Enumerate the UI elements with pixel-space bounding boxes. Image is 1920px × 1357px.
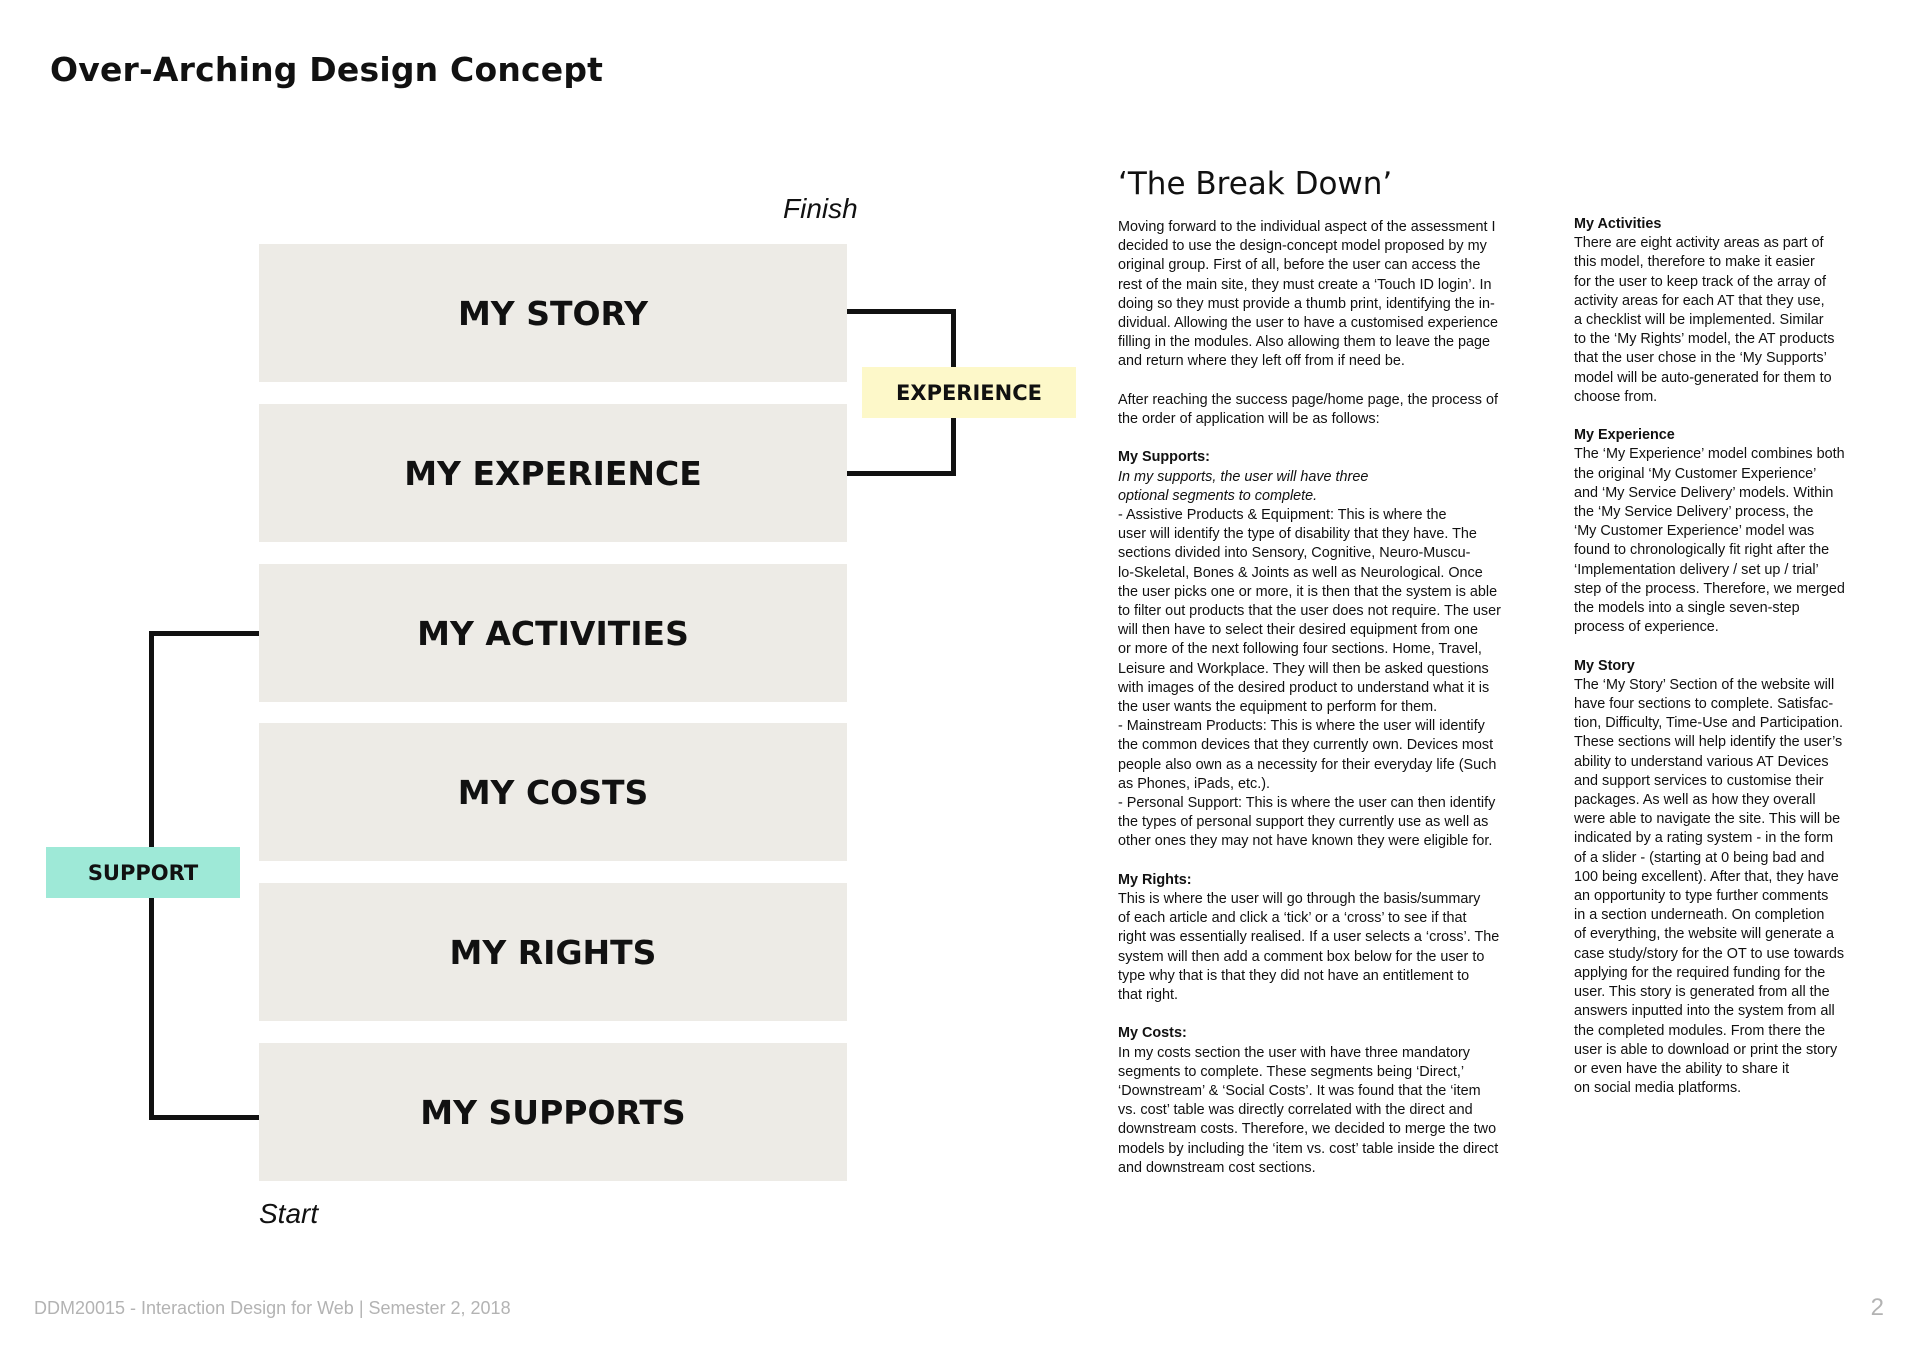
story-heading: My Story [1574, 657, 1635, 674]
costs-heading: My Costs: [1118, 1025, 1187, 1042]
block-my-supports: MY SUPPORTS [259, 1043, 847, 1181]
footer-course-info: DDM20015 - Interaction Design for Web | Semester 2, 2018 [34, 1298, 511, 1318]
text-line: type why that is that they did not have an entitlement to [1118, 967, 1470, 984]
text-line: process of experience. [1574, 619, 1719, 636]
text-line: model will be auto-generated for them to [1574, 369, 1832, 386]
support-bracket-bottom [149, 1115, 259, 1120]
finish-label: Finish [783, 193, 858, 224]
text-line: on social media platforms. [1574, 1080, 1742, 1097]
activities-body [1574, 234, 1874, 407]
block-my-story: MY STORY [259, 244, 847, 382]
intro-paragraph [1118, 218, 1518, 372]
text-line: doing so they must provide a thumb print, identifying the in- [1118, 295, 1495, 312]
text-line: This is where the user will go through the basis/summary [1118, 891, 1481, 908]
experience-bracket-bottom [847, 471, 955, 476]
page-title: Over-Arching Design Concept [50, 50, 604, 89]
text-line: ‘Downstream’ & ‘Social Costs’. It was found that the ‘item [1118, 1083, 1481, 1100]
text-line: ‘Implementation delivery / set up / trial’ [1574, 561, 1819, 578]
text-line: and return where they left off from if need be. [1118, 353, 1405, 370]
text-line: decided to use the design-concept model proposed by my [1118, 238, 1487, 255]
text-line: - Assistive Products & Equipment: This is where the [1118, 507, 1447, 524]
text-line: vs. cost’ table was directly correlated with the direct and [1118, 1102, 1473, 1119]
text-line: There are eight activity areas as part of [1574, 235, 1824, 252]
text-line: in a section underneath. On completion [1574, 907, 1825, 924]
text-line: for the user to keep track of the array of [1574, 273, 1826, 290]
supports-body [1118, 506, 1518, 852]
text-line: user will identify the type of disability that they have. The [1118, 526, 1477, 543]
text-line: tion, Difficulty, Time-Use and Participation. [1574, 715, 1844, 732]
text-line: people also own as a necessity for their everyday life (Such [1118, 756, 1497, 773]
text-line: The ‘My Experience’ model combines both [1574, 446, 1845, 463]
text-line: - Personal Support: This is where the user can then identify [1118, 795, 1496, 812]
text-line: the completed modules. From there the [1574, 1022, 1826, 1039]
story-body [1574, 676, 1874, 1098]
text-line: and downstream cost sections. [1118, 1159, 1316, 1176]
text-line: filling in the modules. Also allowing them to leave the page [1118, 334, 1490, 351]
text-line: the common devices that they currently own. Devices most [1118, 737, 1494, 754]
text-line: the types of personal support they currently use as well as [1118, 814, 1489, 831]
rights-body [1118, 890, 1518, 1005]
text-line: this model, therefore to make it easier [1574, 254, 1815, 271]
text-line: Moving forward to the individual aspect of the assessment I [1118, 219, 1496, 235]
breakdown-column-2 [1574, 215, 1874, 1098]
page-number: 2 [1870, 1294, 1884, 1321]
support-tag: SUPPORT [46, 847, 240, 898]
text-line: to the ‘My Rights’ model, the AT products [1574, 331, 1835, 348]
text-line: In my costs section the user with have three mandatory [1118, 1044, 1470, 1061]
text-line: will then have to select their desired equipment from one [1118, 622, 1478, 639]
block-my-activities: MY ACTIVITIES [259, 564, 847, 702]
text-line: that right. [1118, 987, 1178, 1004]
text-line: choose from. [1574, 388, 1658, 405]
text-line: right was essentially realised. If a user selects a ‘cross’. The [1118, 929, 1500, 946]
text-line: Leisure and Workplace. They will then be asked questions [1118, 660, 1489, 677]
text-line: the user picks one or more, it is then that the system is able [1118, 583, 1498, 600]
text-line: applying for the required funding for the [1574, 964, 1826, 981]
text-line: downstream costs. Therefore, we decided to merge the two [1118, 1121, 1497, 1138]
text-line: activity areas for each AT that they use, [1574, 292, 1825, 309]
text-line: rest of the main site, they must create a ‘Touch ID login’. In [1118, 276, 1492, 293]
text-line: with images of the desired product to understand what it is [1118, 679, 1490, 696]
text-line: sections divided into Sensory, Cognitive, Neuro-Muscu- [1118, 545, 1471, 562]
text-line: ability to understand various AT Devices [1574, 753, 1829, 770]
text-line: were able to navigate the site. This will be [1574, 811, 1841, 828]
text-line: that the user chose in the ‘My Supports’ [1574, 350, 1827, 367]
text-line: answers inputted into the system from all [1574, 1003, 1835, 1020]
start-label: Start [259, 1198, 319, 1229]
text-line: original group. First of all, before the user can access the [1118, 257, 1481, 274]
support-bracket-top [149, 631, 259, 636]
text-line: and ‘My Service Delivery’ models. Within [1574, 484, 1834, 501]
block-my-experience: MY EXPERIENCE [259, 404, 847, 542]
text-line: models by including the ‘item vs. cost’ table inside the direct [1118, 1140, 1499, 1157]
text-line: the ‘My Service Delivery’ process, the [1574, 504, 1814, 521]
text-line: packages. As well as how they overall [1574, 792, 1816, 809]
text-line: optional segments to complete. [1118, 487, 1318, 504]
experience-bracket-top [847, 309, 955, 314]
text-line: system will then add a comment box below for the user to [1118, 948, 1485, 965]
supports-heading: My Supports: [1118, 449, 1210, 466]
text-line: lo-Skeletal, Bones & Joints as well as Neurological. Once [1118, 564, 1483, 581]
text-line: indicated by a rating system - in the form [1574, 830, 1834, 847]
rights-heading: My Rights: [1118, 871, 1192, 888]
block-my-rights: MY RIGHTS [259, 883, 847, 1021]
text-line: the order of application will be as follows: [1118, 411, 1380, 428]
text-line: user. This story is generated from all the [1574, 984, 1830, 1001]
text-line: or more of the next following four sections. Home, Travel, [1118, 641, 1482, 658]
text-line: user is able to download or print the story [1574, 1041, 1838, 1058]
text-line: These sections will help identify the user’s [1574, 734, 1843, 751]
text-line: After reaching the success page/home page, the process of [1118, 391, 1498, 408]
activities-heading: My Activities [1574, 216, 1662, 232]
experience-heading: My Experience [1574, 427, 1675, 444]
supports-intro [1118, 468, 1518, 506]
text-line: of everything, the website will generate a [1574, 926, 1834, 943]
text-line: ‘My Customer Experience’ model was [1574, 523, 1815, 540]
text-line: the models into a single seven-step [1574, 600, 1800, 617]
text-line: In my supports, the user will have three [1118, 468, 1369, 485]
breakdown-column-1 [1118, 218, 1518, 1178]
text-line: an opportunity to type further comments [1574, 888, 1829, 905]
text-line: - Mainstream Products: This is where the user will identify [1118, 718, 1485, 735]
text-line: to filter out products that the user does not require. The user [1118, 603, 1501, 620]
text-line: have four sections to complete. Satisfac- [1574, 696, 1834, 713]
text-line: as Phones, iPads, etc.). [1118, 775, 1270, 792]
breakdown-heading: ‘The Break Down’ [1118, 166, 1393, 202]
costs-body [1118, 1044, 1518, 1178]
text-line: found to chronologically fit right after the [1574, 542, 1830, 559]
text-line: The ‘My Story’ Section of the website will [1574, 676, 1835, 693]
experience-tag: EXPERIENCE [862, 367, 1076, 418]
experience-body [1574, 445, 1874, 637]
text-line: case study/story for the OT to use towards [1574, 945, 1845, 962]
order-paragraph [1118, 391, 1518, 429]
text-line: or even have the ability to share it [1574, 1060, 1790, 1077]
text-line: the user wants the equipment to perform for them. [1118, 699, 1438, 716]
text-line: 100 being excellent). After that, they have [1574, 868, 1839, 885]
block-my-costs: MY COSTS [259, 723, 847, 861]
text-line: a checklist will be implemented. Similar [1574, 312, 1824, 329]
text-line: dividual. Allowing the user to have a customised experience [1118, 315, 1498, 332]
text-line: other ones they may not have known they were eligible for. [1118, 833, 1493, 850]
text-line: of a slider - (starting at 0 being bad and [1574, 849, 1825, 866]
text-line: of each article and click a ‘tick’ or a ‘cross’ to see if that [1118, 910, 1467, 927]
text-line: and support services to customise their [1574, 772, 1824, 789]
text-line: segments to complete. These segments being ‘Direct,’ [1118, 1063, 1465, 1080]
text-line: the original ‘My Customer Experience’ [1574, 465, 1817, 482]
text-line: step of the process. Therefore, we merged [1574, 580, 1845, 597]
